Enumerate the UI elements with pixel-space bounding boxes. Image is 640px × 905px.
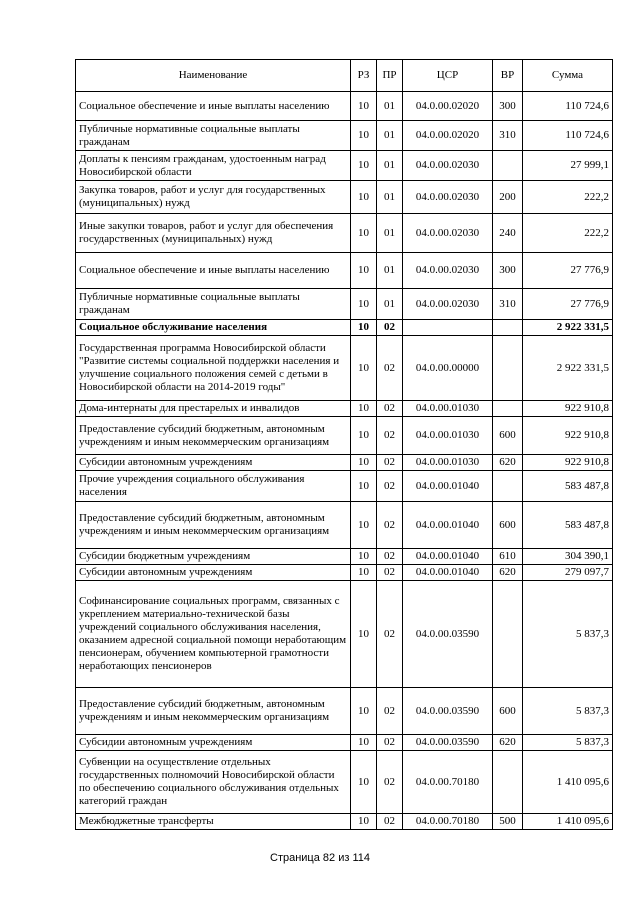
- cell-name: Государственная программа Новосибирской области "Развитие системы социальной поддержки населения и улучшение социального положения семей с детьми в Новосибирской области на 2014-2019 годы": [76, 336, 351, 401]
- cell-csr: 04.0.00.70180: [403, 751, 493, 814]
- header-pr: ПР: [377, 60, 403, 92]
- cell-sum: 583 487,8: [523, 502, 613, 549]
- table-row: [76, 320, 613, 336]
- cell-vr: 310: [493, 121, 523, 151]
- cell-csr: 04.0.00.01030: [403, 455, 493, 471]
- table-row: [76, 751, 613, 814]
- cell-csr: 04.0.00.02030: [403, 181, 493, 214]
- cell-sum: 110 724,6: [523, 121, 613, 151]
- cell-csr: 04.0.00.02020: [403, 92, 493, 121]
- table-row: [76, 471, 613, 502]
- table-row: [76, 336, 613, 401]
- cell-name: Социальное обеспечение и иные выплаты населению: [76, 92, 351, 121]
- cell-pr: 02: [377, 565, 403, 581]
- cell-rz: 10: [351, 92, 377, 121]
- cell-pr: 02: [377, 751, 403, 814]
- cell-sum: 922 910,8: [523, 417, 613, 455]
- cell-rz: 10: [351, 289, 377, 320]
- cell-csr: 04.0.00.02030: [403, 289, 493, 320]
- table-row: [76, 92, 613, 121]
- cell-rz: 10: [351, 735, 377, 751]
- cell-sum: 1 410 095,6: [523, 814, 613, 830]
- cell-sum: 5 837,3: [523, 735, 613, 751]
- cell-name: Публичные нормативные социальные выплаты гражданам: [76, 289, 351, 320]
- cell-csr: 04.0.00.01040: [403, 502, 493, 549]
- cell-pr: 02: [377, 455, 403, 471]
- cell-csr: 04.0.00.01030: [403, 401, 493, 417]
- cell-sum: 27 999,1: [523, 151, 613, 181]
- cell-name: Субсидии бюджетным учреждениям: [76, 549, 351, 565]
- cell-sum: 222,2: [523, 181, 613, 214]
- cell-rz: 10: [351, 581, 377, 688]
- cell-name: Субсидии автономным учреждениям: [76, 455, 351, 471]
- cell-csr: 04.0.00.00000: [403, 336, 493, 401]
- cell-vr: 200: [493, 181, 523, 214]
- cell-vr: 620: [493, 565, 523, 581]
- cell-csr: 04.0.00.03590: [403, 735, 493, 751]
- cell-rz: 10: [351, 121, 377, 151]
- cell-name: Субсидии автономным учреждениям: [76, 565, 351, 581]
- table-row: [76, 289, 613, 320]
- cell-rz: 10: [351, 336, 377, 401]
- cell-name: Предоставление субсидий бюджетным, автономным учреждениям и иным некоммерческим организациям: [76, 502, 351, 549]
- cell-sum: 922 910,8: [523, 401, 613, 417]
- cell-pr: 02: [377, 320, 403, 336]
- cell-sum: 2 922 331,5: [523, 336, 613, 401]
- cell-rz: 10: [351, 455, 377, 471]
- cell-csr: 04.0.00.03590: [403, 688, 493, 735]
- cell-sum: 5 837,3: [523, 581, 613, 688]
- cell-vr: 300: [493, 92, 523, 121]
- header-rz: РЗ: [351, 60, 377, 92]
- cell-rz: 10: [351, 401, 377, 417]
- cell-pr: 02: [377, 471, 403, 502]
- cell-sum: 5 837,3: [523, 688, 613, 735]
- cell-vr: [493, 320, 523, 336]
- cell-name: Предоставление субсидий бюджетным, автономным учреждениям и иным некоммерческим организациям: [76, 417, 351, 455]
- cell-name: Социальное обеспечение и иные выплаты населению: [76, 253, 351, 289]
- cell-pr: 02: [377, 814, 403, 830]
- cell-vr: [493, 401, 523, 417]
- cell-rz: 10: [351, 181, 377, 214]
- cell-name: Субвенции на осуществление отдельных государственных полномочий Новосибирской области по обеспечению социального обслуживания отдельных категорий граждан: [76, 751, 351, 814]
- cell-csr: 04.0.00.02030: [403, 253, 493, 289]
- header-sum: Сумма: [523, 60, 613, 92]
- cell-vr: 620: [493, 455, 523, 471]
- budget-table: [75, 59, 613, 830]
- cell-rz: 10: [351, 320, 377, 336]
- table-row: [76, 417, 613, 455]
- cell-vr: 300: [493, 253, 523, 289]
- cell-csr: 04.0.00.01040: [403, 471, 493, 502]
- cell-csr: 04.0.00.02030: [403, 214, 493, 253]
- table-row: [76, 735, 613, 751]
- cell-csr: 04.0.00.01040: [403, 565, 493, 581]
- cell-sum: 2 922 331,5: [523, 320, 613, 336]
- cell-pr: 01: [377, 151, 403, 181]
- cell-sum: 1 410 095,6: [523, 751, 613, 814]
- cell-rz: 10: [351, 502, 377, 549]
- cell-pr: 02: [377, 417, 403, 455]
- cell-sum: 27 776,9: [523, 253, 613, 289]
- cell-vr: 240: [493, 214, 523, 253]
- cell-pr: 02: [377, 581, 403, 688]
- cell-name: Предоставление субсидий бюджетным, автономным учреждениям и иным некоммерческим организациям: [76, 688, 351, 735]
- table-row: [76, 121, 613, 151]
- cell-name: Доплаты к пенсиям гражданам, удостоенным наград Новосибирской области: [76, 151, 351, 181]
- cell-pr: 02: [377, 549, 403, 565]
- cell-rz: 10: [351, 814, 377, 830]
- cell-pr: 01: [377, 214, 403, 253]
- cell-vr: [493, 751, 523, 814]
- cell-csr: 04.0.00.03590: [403, 581, 493, 688]
- page-number: Страница 82 из 114: [270, 852, 370, 864]
- cell-sum: 279 097,7: [523, 565, 613, 581]
- cell-pr: 02: [377, 502, 403, 549]
- cell-pr: 02: [377, 688, 403, 735]
- cell-sum: 583 487,8: [523, 471, 613, 502]
- header-csr: ЦСР: [403, 60, 493, 92]
- table-row: [76, 455, 613, 471]
- cell-name: Софинансирование социальных программ, связанных с укреплением материально-технической базы учреждений социального обслуживания населения, оказанием адресной социальной помощи неработающим пенсионерам, обучением компьютерной грамотности неработающих пенсионеров: [76, 581, 351, 688]
- cell-vr: 620: [493, 735, 523, 751]
- cell-rz: 10: [351, 565, 377, 581]
- cell-rz: 10: [351, 253, 377, 289]
- cell-vr: 600: [493, 417, 523, 455]
- table-row: [76, 549, 613, 565]
- cell-sum: 110 724,6: [523, 92, 613, 121]
- table-body: [76, 92, 613, 830]
- cell-name: Дома-интернаты для престарелых и инвалидов: [76, 401, 351, 417]
- table-row: [76, 814, 613, 830]
- cell-vr: 600: [493, 688, 523, 735]
- table-row: [76, 151, 613, 181]
- cell-csr: 04.0.00.01030: [403, 417, 493, 455]
- cell-rz: 10: [351, 549, 377, 565]
- cell-rz: 10: [351, 151, 377, 181]
- cell-rz: 10: [351, 214, 377, 253]
- header-name: Наименование: [76, 60, 351, 92]
- cell-sum: 222,2: [523, 214, 613, 253]
- cell-rz: 10: [351, 751, 377, 814]
- cell-pr: 02: [377, 735, 403, 751]
- cell-csr: [403, 320, 493, 336]
- cell-csr: 04.0.00.01040: [403, 549, 493, 565]
- cell-pr: 01: [377, 253, 403, 289]
- cell-pr: 01: [377, 92, 403, 121]
- cell-sum: 922 910,8: [523, 455, 613, 471]
- cell-pr: 02: [377, 336, 403, 401]
- cell-vr: [493, 336, 523, 401]
- cell-rz: 10: [351, 417, 377, 455]
- table-row: [76, 565, 613, 581]
- cell-rz: 10: [351, 688, 377, 735]
- cell-pr: 01: [377, 121, 403, 151]
- header-vr: ВР: [493, 60, 523, 92]
- table-row: [76, 214, 613, 253]
- cell-csr: 04.0.00.70180: [403, 814, 493, 830]
- cell-name: Закупка товаров, работ и услуг для государственных (муниципальных) нужд: [76, 181, 351, 214]
- cell-vr: [493, 471, 523, 502]
- table-row: [76, 181, 613, 214]
- table-header-row: [76, 60, 613, 92]
- cell-pr: 01: [377, 289, 403, 320]
- cell-name: Публичные нормативные социальные выплаты гражданам: [76, 121, 351, 151]
- cell-name: Социальное обслуживание населения: [76, 320, 351, 336]
- cell-pr: 01: [377, 181, 403, 214]
- cell-vr: 600: [493, 502, 523, 549]
- cell-name: Субсидии автономным учреждениям: [76, 735, 351, 751]
- cell-vr: [493, 151, 523, 181]
- cell-vr: [493, 581, 523, 688]
- cell-rz: 10: [351, 471, 377, 502]
- table-row: [76, 401, 613, 417]
- table-row: [76, 688, 613, 735]
- cell-pr: 02: [377, 401, 403, 417]
- cell-csr: 04.0.00.02020: [403, 121, 493, 151]
- table-row: [76, 581, 613, 688]
- table-row: [76, 502, 613, 549]
- cell-vr: 610: [493, 549, 523, 565]
- cell-sum: 304 390,1: [523, 549, 613, 565]
- table-row: [76, 253, 613, 289]
- cell-sum: 27 776,9: [523, 289, 613, 320]
- cell-name: Прочие учреждения социального обслуживания населения: [76, 471, 351, 502]
- cell-vr: 500: [493, 814, 523, 830]
- cell-name: Межбюджетные трансферты: [76, 814, 351, 830]
- cell-csr: 04.0.00.02030: [403, 151, 493, 181]
- cell-name: Иные закупки товаров, работ и услуг для обеспечения государственных (муниципальных) нужд: [76, 214, 351, 253]
- cell-vr: 310: [493, 289, 523, 320]
